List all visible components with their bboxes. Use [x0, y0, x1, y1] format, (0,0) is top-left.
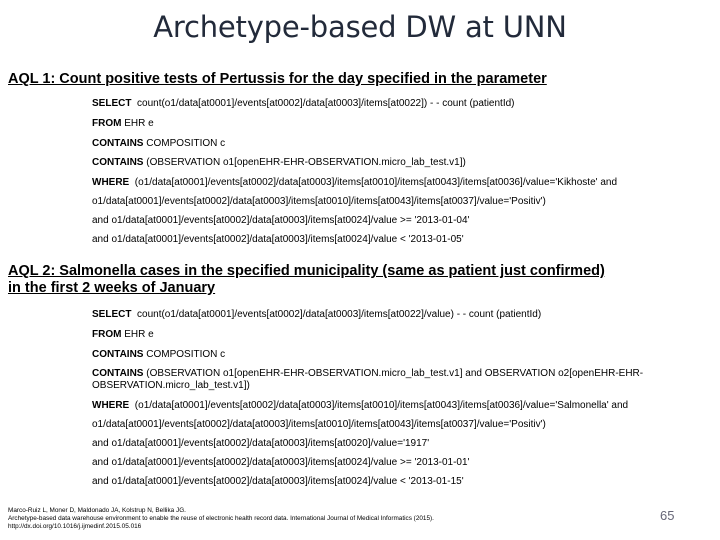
keyword-contains: CONTAINS	[92, 138, 144, 149]
query1-line-where	[92, 177, 710, 189]
query2-contains2-text: (OBSERVATION o1[openEHR-EHR-OBSERVATION.micro_lab_test.v1] and OBSERVATION o2[openEHR-EHR-OBSERVATION.micro_lab_test.v1])	[92, 368, 644, 391]
keyword-where: WHERE	[92, 400, 130, 411]
page-number: 65	[660, 508, 675, 523]
keyword-where: WHERE	[92, 177, 130, 188]
citation-title: Archetype-based data warehouse environment to enable the reuse of electronic health record data. International Journal of Medical Informatics (2015).	[8, 515, 434, 522]
citation-footer	[8, 507, 434, 531]
query1-contains2-text: (OBSERVATION o1[openEHR-EHR-OBSERVATION.micro_lab_test.v1])	[143, 157, 466, 168]
query2-line-where	[92, 400, 710, 412]
query1-line-condition-1: o1/data[at0001]/events[at0002]/data[at0003]/items[at0010]/items[at0043]/items[at0037]/value='Positiv')	[92, 196, 546, 207]
query1-line-select	[92, 98, 710, 110]
query2-where-text: (o1/data[at0001]/events[at0002]/data[at0003]/items[at0010]/items[at0043]/items[at0036]/value='Salmonella' and	[134, 400, 629, 411]
query1-line-contains-1	[92, 138, 710, 150]
query1-line-contains-2	[92, 157, 710, 169]
query2-line-condition-4: and o1/data[at0001]/events[at0002]/data[at0003]/items[at0024]/value < '2013-01-15'	[92, 476, 464, 487]
citation-authors: Marco-Ruiz L, Moner D, Maldonado JA, Kolstrup N, Bellika JG.	[8, 507, 186, 514]
query2-contains1-text: COMPOSITION c	[143, 349, 226, 360]
query2-heading-line2: in the first 2 weeks of January	[8, 280, 216, 296]
keyword-contains: CONTAINS	[92, 349, 144, 360]
query2-line-select	[92, 309, 710, 321]
citation-doi-link[interactable]: http://dx.doi.org/10.1016/j.ijmedinf.2015.05.016	[8, 523, 142, 530]
query2-heading-line1: AQL 2: Salmonella cases in the specified municipality (same as patient just confirmed)	[8, 263, 605, 279]
query1-line-from	[92, 118, 710, 130]
query2-select-text: count(o1/data[at0001]/events[at0002]/data[at0003]/items[at0022]/value) - - count (patientId)	[137, 309, 542, 320]
keyword-select: SELECT	[92, 98, 132, 109]
query2-line-from	[92, 329, 710, 341]
query1-heading: AQL 1: Count positive tests of Pertussis for the day specified in the parameter	[8, 71, 547, 87]
query2-from-text: EHR e	[124, 329, 154, 340]
query2-line-condition-2: and o1/data[at0001]/events[at0002]/data[at0003]/items[at0020]/value='1917'	[92, 438, 430, 449]
query1-line-condition-2: and o1/data[at0001]/events[at0002]/data[at0003]/items[at0024]/value >= '2013-01-04'	[92, 215, 470, 226]
keyword-contains: CONTAINS	[92, 368, 144, 379]
query1-contains1-text: COMPOSITION c	[143, 138, 226, 149]
keyword-from: FROM	[92, 329, 122, 340]
query1-select-text: count(o1/data[at0001]/events[at0002]/data[at0003]/items[at0022]) - - count (patientId)	[137, 98, 515, 109]
keyword-contains: CONTAINS	[92, 157, 144, 168]
keyword-select: SELECT	[92, 309, 132, 320]
query1-line-condition-3: and o1/data[at0001]/events[at0002]/data[at0003]/items[at0024]/value < '2013-01-05'	[92, 234, 464, 245]
keyword-from: FROM	[92, 118, 122, 129]
query2-line-contains-1	[92, 349, 710, 361]
query2-line-contains-2	[92, 368, 710, 392]
query1-where-text: (o1/data[at0001]/events[at0002]/data[at0003]/items[at0010]/items[at0043]/items[at0036]/value='Kikhoste' and	[134, 177, 617, 188]
query2-line-condition-3: and o1/data[at0001]/events[at0002]/data[at0003]/items[at0024]/value >= '2013-01-01'	[92, 457, 470, 468]
query1-from-text: EHR e	[124, 118, 154, 129]
query2-line-condition-1: o1/data[at0001]/events[at0002]/data[at0003]/items[at0010]/items[at0043]/items[at0037]/value='Positiv')	[92, 419, 546, 430]
slide-title: Archetype-based DW at UNN	[153, 10, 567, 44]
